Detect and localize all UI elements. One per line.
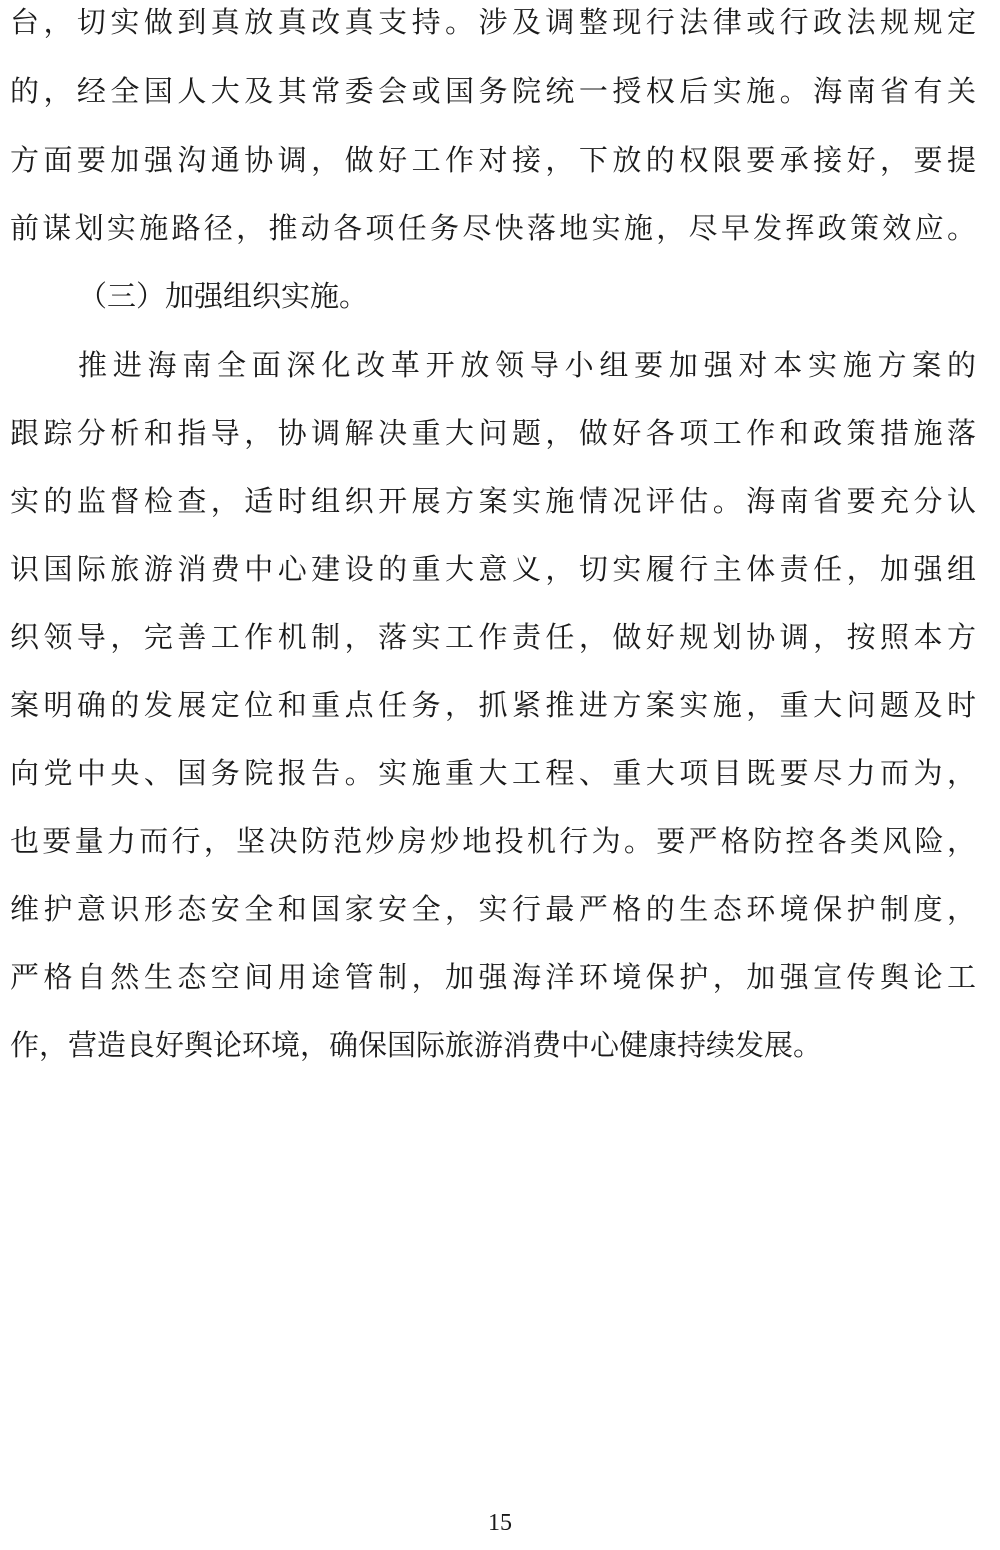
text-line: 严格自然生态空间用途管制，加强海洋环境保护，加强宣传舆论工 (10, 960, 976, 994)
text-line: 作，营造良好舆论环境，确保国际旅游消费中心健康持续发展。 (10, 1028, 823, 1062)
text-line: 也要量力而行，坚决防范炒房炒地投机行为。要严格防控各类风险， (10, 824, 976, 858)
text-line: 跟踪分析和指导，协调解决重大问题，做好各项工作和政策措施落 (10, 416, 976, 450)
text-line: 织领导，完善工作机制，落实工作责任，做好规划协调，按照本方 (10, 620, 976, 654)
text-line: 台，切实做到真放真改真支持。涉及调整现行法律或行政法规规定 (10, 5, 976, 39)
text-line: 方面要加强沟通协调，做好工作对接，下放的权限要承接好，要提 (10, 143, 976, 177)
text-line: 的，经全国人大及其常委会或国务院统一授权后实施。海南省有关 (10, 74, 976, 108)
page-number: 15 (488, 1510, 512, 1536)
text-line: 推进海南全面深化改革开放领导小组要加强对本实施方案的 (78, 348, 976, 382)
text-line: 前谋划实施路径，推动各项任务尽快落地实施，尽早发挥政策效应。 (10, 211, 976, 245)
text-line: 案明确的发展定位和重点任务，抓紧推进方案实施，重大问题及时 (10, 688, 976, 722)
text-line: 实的监督检查，适时组织开展方案实施情况评估。海南省要充分认 (10, 484, 976, 518)
text-line: 维护意识形态安全和国家安全，实行最严格的生态环境保护制度， (10, 892, 976, 926)
text-line: 识国际旅游消费中心建设的重大意义，切实履行主体责任，加强组 (10, 552, 976, 586)
section-heading: （三）加强组织实施。 (78, 279, 369, 313)
text-line: 向党中央、国务院报告。实施重大工程、重大项目既要尽力而为， (10, 756, 976, 790)
